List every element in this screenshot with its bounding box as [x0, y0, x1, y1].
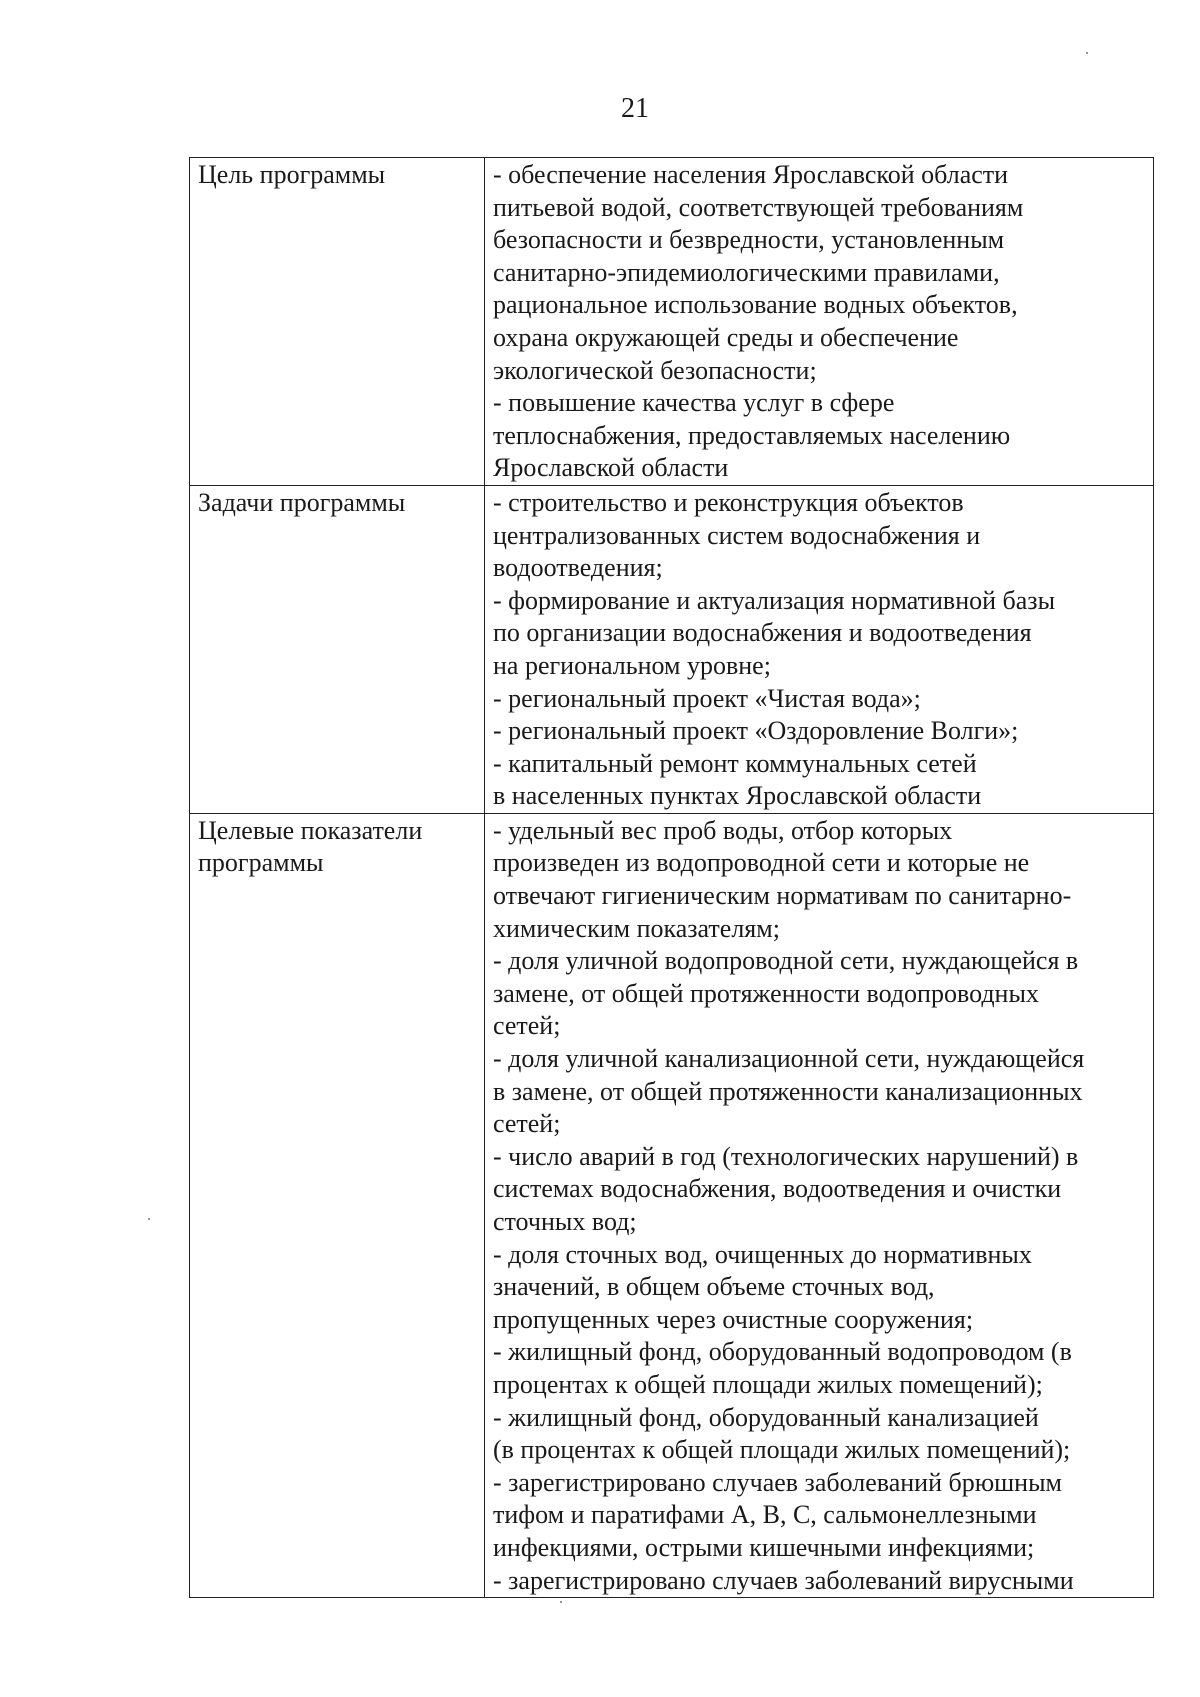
scan-speck	[1086, 52, 1088, 54]
table-body	[190, 158, 1154, 1598]
row-value-line: санитарно-эпидемиологическими правилами,	[493, 257, 1000, 287]
row-value-line: (в процентах к общей площади жилых помещений);	[493, 1435, 1071, 1465]
row-value-line: тифом и паратифами А, В, С, сальмонеллезными	[493, 1500, 1037, 1530]
row-value-line: - жилищный фонд, оборудованный водопроводом (в	[493, 1337, 1072, 1367]
row-value-line: в населенных пунктах Ярославской области	[493, 781, 982, 811]
row-value-line: сетей;	[493, 1109, 561, 1139]
row-value-line: по организации водоснабжения и водоотведения	[493, 618, 1032, 648]
program-passport-table	[189, 157, 1154, 1598]
row-label-line: программы	[198, 848, 324, 878]
row-label-cell	[190, 485, 485, 813]
row-label-cell	[190, 813, 485, 1597]
row-value-line: - жилищный фонд, оборудованный канализацией	[493, 1402, 1039, 1432]
row-value-cell	[485, 813, 1154, 1597]
row-value-line: - формирование и актуализация нормативной базы	[493, 585, 1056, 615]
row-value-line: - зарегистрировано случаев заболеваний брюшным	[493, 1467, 1062, 1497]
table-row	[190, 813, 1154, 1597]
row-value-line: охрана окружающей среды и обеспечение	[493, 322, 959, 352]
row-value-line: - зарегистрировано случаев заболеваний вирусными	[493, 1565, 1074, 1595]
row-value-line: питьевой водой, соответствующей требованиям	[493, 192, 1024, 222]
row-value-line: - капитальный ремонт коммунальных сетей	[493, 748, 977, 778]
row-value-line: - доля уличной водопроводной сети, нуждающейся в	[493, 946, 1079, 976]
table-row	[190, 485, 1154, 813]
row-value-line: централизованных систем водоснабжения и	[493, 520, 981, 550]
row-value-line: сетей;	[493, 1011, 561, 1041]
row-label-line: Задачи программы	[198, 487, 406, 517]
row-label-line: Цель программы	[198, 160, 386, 189]
row-value-line: на региональном уровне;	[493, 650, 771, 680]
row-label-cell	[190, 158, 485, 486]
row-value-line: отвечают гигиеническим нормативам по санитарно-	[493, 881, 1072, 911]
row-value-line: - строительство и реконструкция объектов	[493, 487, 964, 517]
row-value-line: водоотведения;	[493, 553, 663, 583]
row-value-line: - доля сточных вод, очищенных до нормативных	[493, 1239, 1032, 1269]
row-value-line: пропущенных через очистные сооружения;	[493, 1304, 974, 1334]
row-value-line: произведен из водопроводной сети и которые не	[493, 848, 1030, 878]
row-value-line: теплоснабжения, предоставляемых населению	[493, 420, 1011, 450]
row-label-line: Целевые показатели	[198, 815, 423, 845]
row-value-cell	[485, 485, 1154, 813]
row-value-line: безопасности и безвредности, установленным	[493, 225, 1005, 255]
row-value-line: - региональный проект «Чистая вода»;	[493, 683, 921, 713]
row-value-line: химическим показателям;	[493, 913, 780, 943]
scan-speck	[148, 1218, 150, 1220]
scan-speck	[560, 1601, 562, 1603]
row-value-line: инфекциями, острыми кишечными инфекциями;	[493, 1532, 1035, 1562]
row-value-line: - обеспечение населения Ярославской области	[493, 160, 1009, 189]
row-value-line: - удельный вес проб воды, отбор которых	[493, 815, 953, 845]
row-value-line: сточных вод;	[493, 1207, 637, 1236]
row-value-line: - региональный проект «Оздоровление Волги»;	[493, 716, 1019, 746]
row-value-line: экологической безопасности;	[493, 355, 817, 385]
row-value-line: - повышение качества услуг в сфере	[493, 388, 895, 418]
row-value-line: рациональное использование водных объектов,	[493, 290, 1018, 320]
row-value-line: - число аварий в год (технологических нарушений) в	[493, 1141, 1079, 1171]
row-value-line: в замене, от общей протяженности канализационных	[493, 1076, 1083, 1106]
row-value-line: - доля уличной канализационной сети, нуждающейся	[493, 1044, 1085, 1074]
row-value-line: процентах к общей площади жилых помещений);	[493, 1369, 1043, 1399]
row-value-cell	[485, 158, 1154, 486]
row-value-line: Ярославской области	[493, 453, 729, 483]
table-row	[190, 158, 1154, 486]
row-value-line: значений, в общем объеме сточных вод,	[493, 1272, 935, 1302]
row-value-line: замене, от общей протяженности водопроводных	[493, 978, 1039, 1008]
page-number: 21	[621, 93, 649, 124]
row-value-line: системах водоснабжения, водоотведения и очистки	[493, 1174, 1062, 1204]
